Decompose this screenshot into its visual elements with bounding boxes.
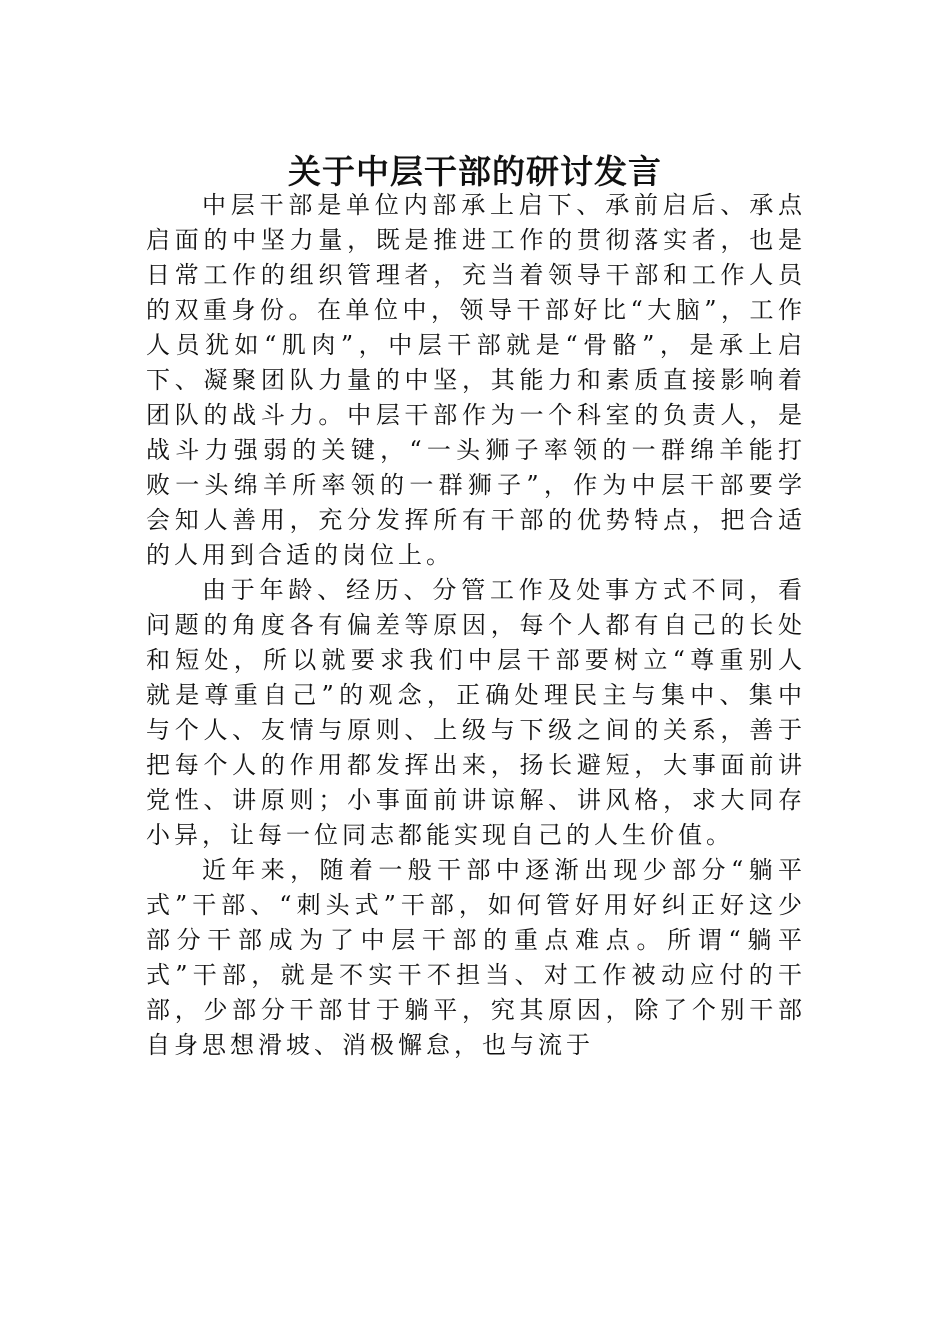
paragraph-2: 由于年龄、经历、分管工作及处事方式不同，看问题的角度各有偏差等原因，每个人都有自己的长处和短处，所以就要求我们中层干部要树立“尊重别人就是尊重自己”的观念，正确处理民主与集中、集中与个人、友情与原则、上级与下级之间的关系，善于把每个人的作用都发挥出来，扬长避短，大事面前讲党性、讲原则；小事面前讲谅解、讲风格，求大同存小异，让每一位同志都能实现自己的人生价值。 [146, 576, 806, 849]
paragraph-3: 近年来，随着一般干部中逐渐出现少部分“躺平式”干部、“刺头式”干部，如何管好用好纠正好这少部分干部成为了中层干部的重点难点。所谓“躺平式”干部，就是不实干不担当、对工作被动应付的干部，少部分干部甘于躺平，究其原因，除了个别干部自身思想滑坡、消极懈怠，也与流于 [146, 856, 806, 1059]
document-body [146, 188, 806, 1063]
document-title: 关于中层干部的研讨发言 [288, 152, 662, 192]
paragraph-1: 中层干部是单位内部承上启下、承前启后、承点启面的中坚力量，既是推进工作的贯彻落实者，也是日常工作的组织管理者，充当着领导干部和工作人员的双重身份。在单位中，领导干部好比“大脑”，工作人员犹如“肌肉”，中层干部就是“骨骼”，是承上启下、凝聚团队力量的中坚，其能力和素质直接影响着团队的战斗力。中层干部作为一个科室的负责人，是战斗力强弱的关键，“一头狮子率领的一群绵羊能打败一头绵羊所率领的一群狮子”，作为中层干部要学会知人善用，充分发挥所有干部的优势特点，把合适的人用到合适的岗位上。 [146, 191, 806, 569]
